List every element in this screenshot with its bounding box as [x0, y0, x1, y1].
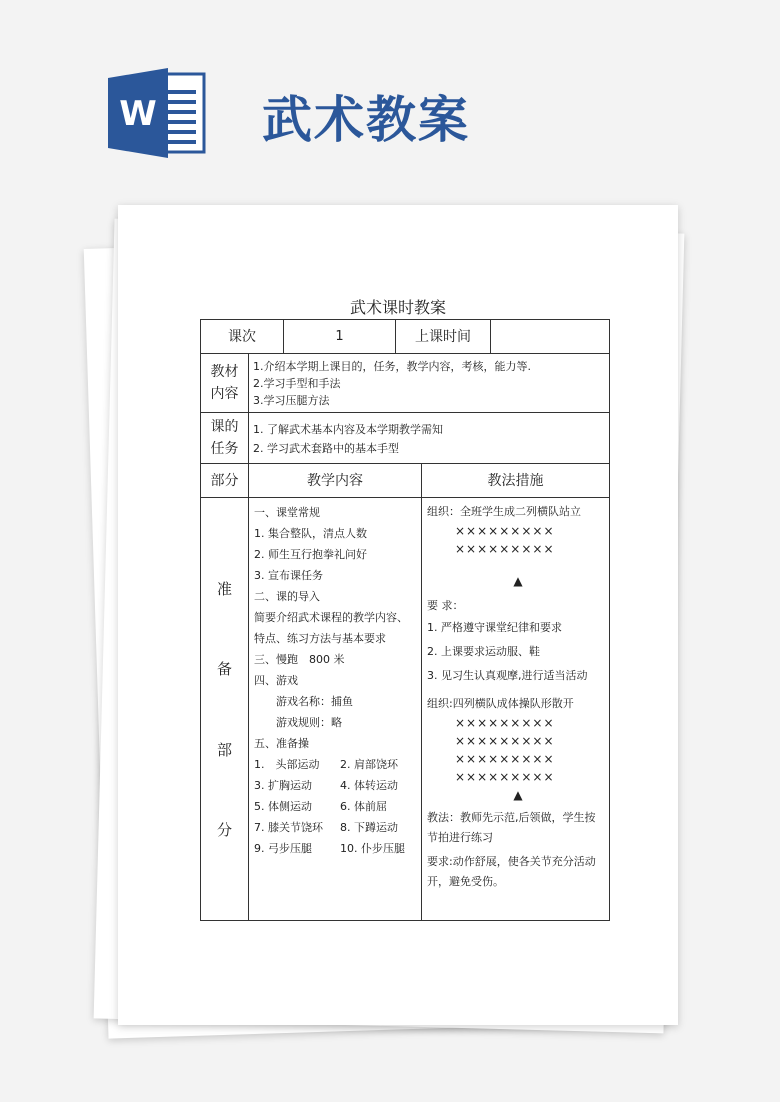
exercise-item: 4. 体转运动 [340, 779, 398, 792]
content-cell [249, 498, 422, 920]
requirement-line: 开，避免受伤。 [427, 875, 504, 888]
list-item: 1.介绍本学期上课目的，任务，教学内容，考核，能力等. [253, 360, 531, 373]
requirement-line: 要求:动作舒展，使各关节充分活动 [427, 855, 596, 868]
column-header-content: 教学内容 [249, 464, 422, 497]
list-item: 2.学习手型和手法 [253, 377, 341, 390]
content-line: 四、游戏 [254, 674, 298, 687]
materials-label [201, 354, 249, 412]
list-item: 3.学习压腿方法 [253, 394, 330, 407]
formation-row: ××××××××× [455, 716, 555, 730]
requirement-item: 3. 见习生认真观摩,进行适当活动 [427, 669, 588, 682]
content-line: 二、课的导入 [254, 590, 320, 603]
lesson-value: 1 [284, 320, 396, 353]
requirement-item: 2. 上课要求运动服、鞋 [427, 645, 540, 658]
part-cell [201, 498, 249, 920]
exercise-pair [254, 817, 421, 838]
lesson-label: 课次 [201, 320, 284, 353]
part-char: 分 [216, 821, 232, 840]
time-label: 上课时间 [396, 320, 491, 353]
content-line: 1. 集合整队，清点人数 [254, 527, 367, 540]
column-header-part: 部分 [201, 464, 249, 497]
formation-row: ××××××××× [455, 542, 555, 556]
exercise-item: 1. 头部运动 [254, 758, 320, 771]
exercise-pair [254, 775, 421, 796]
tasks-content [249, 413, 609, 463]
table-row [201, 354, 609, 413]
exercise-pair [254, 754, 421, 775]
page-heading: 武术课时教案 [349, 298, 446, 317]
content-line: 特点、练习方法与基本要求 [254, 632, 386, 645]
word-logo-letter: W [119, 94, 157, 134]
materials-content [249, 354, 609, 412]
content-line: 五、准备操 [254, 737, 309, 750]
exercise-item: 2. 肩部饶环 [340, 758, 398, 771]
table-row [201, 464, 609, 498]
content-line: 简要介绍武术课程的教学内容、 [254, 611, 408, 624]
part-char: 备 [216, 660, 232, 679]
teaching-method-line: 节拍进行练习 [427, 831, 493, 844]
exercise-item: 7. 膝关节饶环 [254, 821, 323, 834]
list-item: 1. 了解武术基本内容及本学期教学需知 [253, 423, 443, 436]
lesson-plan-table [200, 319, 610, 921]
content-line: 游戏规则：略 [254, 716, 342, 729]
content-line: 3. 宣布课任务 [254, 569, 323, 582]
tasks-label-line2: 任务 [210, 441, 239, 457]
formation-row: ××××××××× [455, 752, 555, 766]
document-title: 武术教案 [262, 91, 470, 149]
content-line: 一、课堂常规 [254, 506, 320, 519]
content-line: 游戏名称：捕鱼 [254, 695, 353, 708]
exercise-item: 3. 扩胸运动 [254, 779, 312, 792]
time-value [491, 320, 609, 353]
teacher-position-triangle: ▲ [513, 788, 523, 802]
list-item: 2. 学习武术套路中的基本手型 [253, 442, 399, 455]
exercise-pair [254, 838, 421, 859]
table-row [201, 498, 609, 920]
content-line: 2. 师生互行抱拳礼问好 [254, 548, 367, 561]
formation-row: ××××××××× [455, 524, 555, 538]
tasks-label [201, 413, 249, 463]
content-line: 三、慢跑 800 米 [254, 653, 345, 666]
teacher-position-triangle: ▲ [513, 574, 523, 588]
teaching-method-line: 教法：教师先示范,后领做，学生按 [427, 811, 596, 824]
part-char: 准 [216, 579, 232, 598]
materials-label-line2: 内容 [210, 386, 239, 402]
formation-row: ××××××××× [455, 770, 555, 784]
part-char: 部 [216, 740, 232, 759]
organization-note: 组织:四列横队成体操队形散开 [427, 697, 574, 710]
exercise-item: 10. 仆步压腿 [340, 842, 405, 855]
word-logo-icon [108, 68, 208, 158]
exercise-item: 6. 体前屈 [340, 800, 387, 813]
exercise-item: 8. 下蹲运动 [340, 821, 398, 834]
method-cell [422, 498, 609, 920]
table-row [201, 320, 609, 354]
table-row [201, 413, 609, 464]
organization-note: 组织：全班学生成二列横队站立 [427, 505, 581, 518]
exercise-item: 9. 弓步压腿 [254, 842, 312, 855]
requirements-title: 要 求： [427, 599, 464, 612]
exercise-pair [254, 796, 421, 817]
tasks-label-line1: 课的 [210, 419, 239, 435]
document-page [118, 205, 678, 1025]
exercise-item: 5. 体侧运动 [254, 800, 312, 813]
formation-row: ××××××××× [455, 734, 555, 748]
column-header-method: 教法措施 [487, 472, 544, 489]
materials-label-line1: 教材 [210, 364, 239, 380]
requirement-item: 1. 严格遵守课堂纪律和要求 [427, 621, 562, 634]
